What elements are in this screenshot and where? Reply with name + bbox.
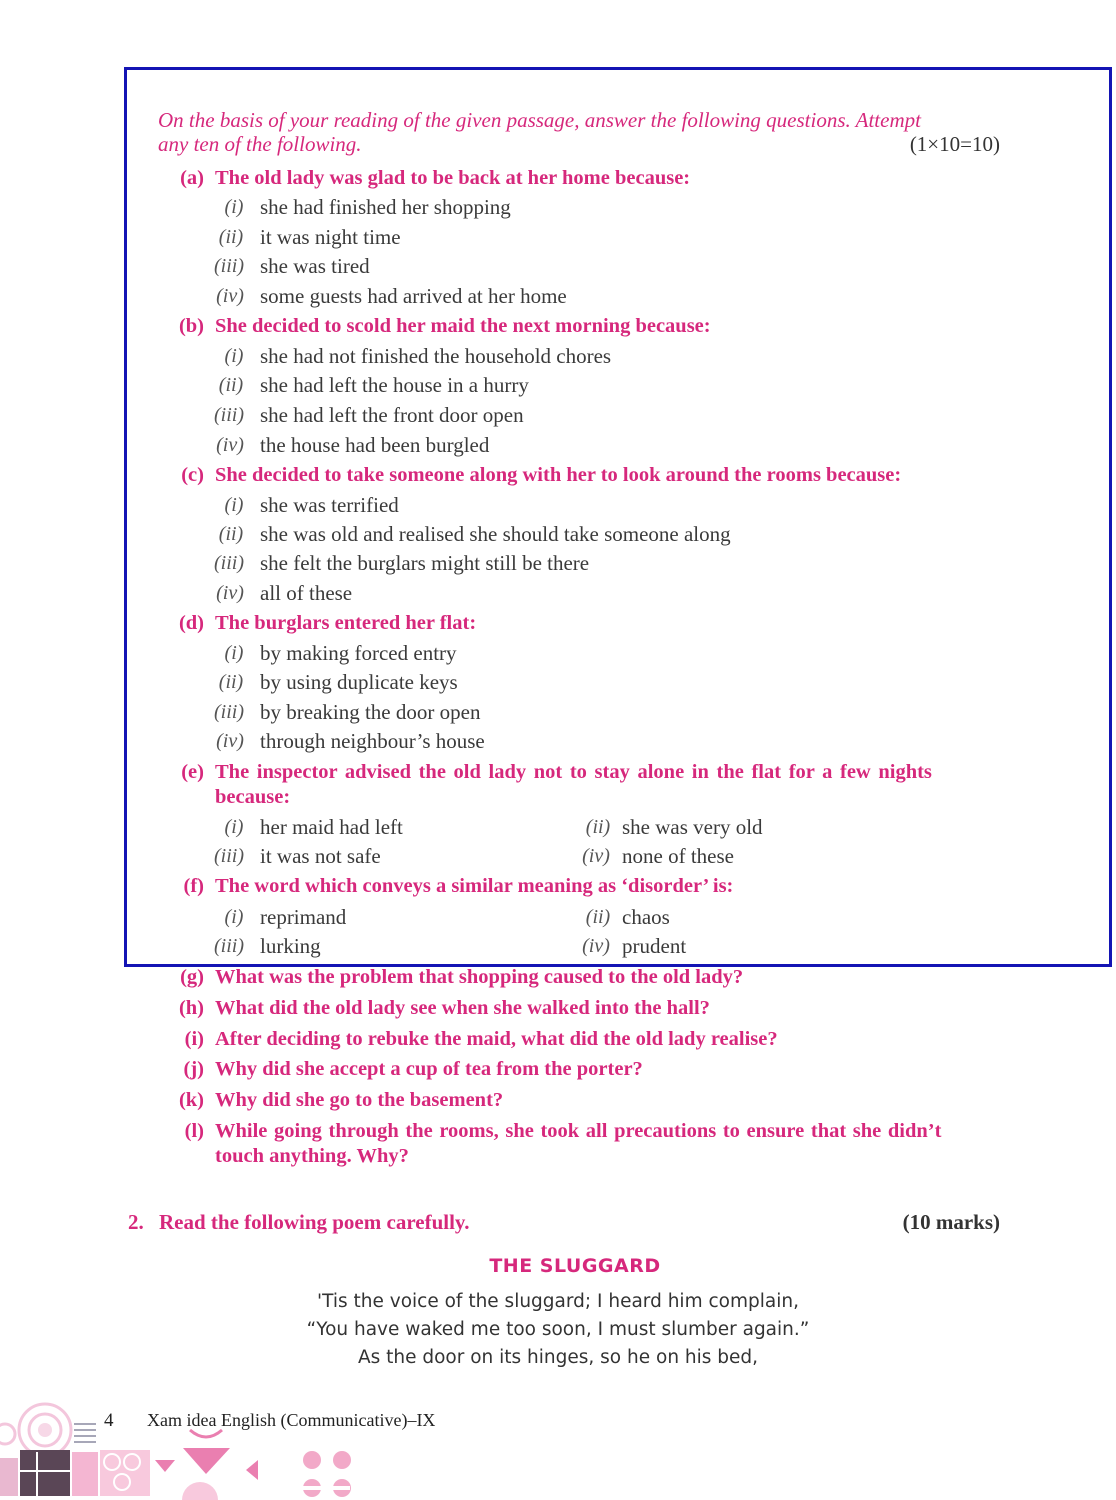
option-label: (iv) bbox=[216, 582, 244, 604]
option-label: (ii) bbox=[218, 226, 244, 248]
question-label: (g) bbox=[180, 966, 204, 988]
poem-line: 'Tis the voice of the sluggard; I heard him complain, bbox=[317, 1291, 799, 1312]
option-label: (iii) bbox=[214, 552, 244, 574]
question-text: What did the old lady see when she walked into the hall? bbox=[215, 997, 710, 1019]
question-text: She decided to scold her maid the next morning because: bbox=[215, 315, 711, 337]
option-text: the house had been burgled bbox=[260, 433, 490, 457]
page-number: 4 bbox=[104, 1410, 114, 1431]
option-text: she was old and realised she should take someone along bbox=[260, 522, 731, 546]
option-text: she had left the house in a hurry bbox=[260, 373, 529, 397]
option-label: (ii) bbox=[585, 906, 611, 928]
option-text: through neighbour’s house bbox=[260, 729, 485, 753]
option-label: (i) bbox=[224, 494, 244, 516]
option-label: (iii) bbox=[214, 701, 244, 723]
option-text: reprimand bbox=[260, 905, 347, 929]
option-text: she had left the front door open bbox=[260, 403, 524, 427]
poem-line: As the door on its hinges, so he on his bed, bbox=[357, 1347, 759, 1368]
option-text: her maid had left bbox=[260, 815, 403, 839]
option-label: (iii) bbox=[214, 845, 244, 867]
question-label: (e) bbox=[181, 761, 204, 783]
option-text: she felt the burglars might still be there bbox=[260, 551, 590, 575]
option-label: (iii) bbox=[214, 255, 244, 277]
option-label: (iii) bbox=[214, 404, 244, 426]
poem-title: THE SLUGGARD bbox=[489, 1255, 661, 1277]
instruction-line-2: any ten of the following. bbox=[158, 132, 362, 156]
question-text: The word which conveys a similar meaning as ‘disorder’ is: bbox=[215, 875, 734, 897]
question-label: (i) bbox=[184, 1028, 204, 1050]
option-text: she was tired bbox=[260, 254, 370, 278]
option-label: (i) bbox=[224, 906, 244, 928]
option-text: chaos bbox=[622, 905, 670, 929]
section-heading: Read the following poem carefully. bbox=[159, 1210, 470, 1234]
footer-ornament-icon bbox=[0, 1400, 360, 1500]
question-text: While going through the rooms, she took all precautions to ensure that she didn’t bbox=[215, 1120, 942, 1142]
option-text: she was very old bbox=[622, 815, 763, 839]
option-text: by breaking the door open bbox=[260, 700, 481, 724]
option-text: it was night time bbox=[260, 225, 401, 249]
question-text: Why did she go to the basement? bbox=[215, 1089, 504, 1111]
option-label: (i) bbox=[224, 642, 244, 664]
option-text: some guests had arrived at her home bbox=[260, 284, 567, 308]
option-label: (i) bbox=[224, 816, 244, 838]
question-text: What was the problem that shopping caused to the old lady? bbox=[215, 966, 744, 988]
question-text: The old lady was glad to be back at her home because: bbox=[215, 167, 691, 189]
option-label: (ii) bbox=[585, 816, 611, 838]
question-text-continued: because: bbox=[215, 786, 291, 808]
option-label: (iii) bbox=[214, 935, 244, 957]
question-label: (k) bbox=[178, 1089, 204, 1111]
option-label: (i) bbox=[224, 196, 244, 218]
option-label: (ii) bbox=[218, 374, 244, 396]
question-text: Why did she accept a cup of tea from the porter? bbox=[215, 1058, 643, 1080]
instruction-line-1: On the basis of your reading of the given passage, answer the following questions. Attempt bbox=[158, 108, 921, 132]
option-label: (ii) bbox=[218, 671, 244, 693]
question-label: (h) bbox=[178, 997, 204, 1019]
question-text: After deciding to rebuke the maid, what did the old lady realise? bbox=[215, 1028, 778, 1050]
question-text-continued: touch anything. Why? bbox=[215, 1145, 409, 1167]
book-title: Xam idea English (Communicative)–IX bbox=[147, 1410, 436, 1430]
section-marks: (10 marks) bbox=[902, 1210, 1000, 1234]
question-text: The inspector advised the old lady not to stay alone in the flat for a few nights bbox=[215, 761, 932, 783]
option-text: it was not safe bbox=[260, 844, 381, 868]
section-number: 2. bbox=[128, 1210, 144, 1234]
question-label: (c) bbox=[181, 464, 204, 486]
question-label: (f) bbox=[183, 875, 204, 897]
option-text: none of these bbox=[622, 844, 734, 868]
question-text: The burglars entered her flat: bbox=[215, 612, 477, 634]
poem-line: “You have waked me too soon, I must slumber again.” bbox=[306, 1319, 810, 1340]
question-label: (j) bbox=[183, 1058, 204, 1080]
option-text: she had not finished the household chores bbox=[260, 344, 612, 368]
option-label: (i) bbox=[224, 345, 244, 367]
option-text: by using duplicate keys bbox=[260, 670, 458, 694]
question-label: (a) bbox=[180, 167, 204, 189]
option-text: she was terrified bbox=[260, 493, 399, 517]
option-label: (iv) bbox=[216, 285, 244, 307]
question-label: (b) bbox=[178, 315, 204, 337]
marks-label: (1×10=10) bbox=[909, 132, 1000, 156]
question-label: (d) bbox=[178, 612, 204, 634]
question-label: (l) bbox=[184, 1120, 204, 1142]
option-text: prudent bbox=[622, 934, 687, 958]
option-label: (iv) bbox=[582, 845, 610, 867]
option-text: all of these bbox=[260, 581, 353, 605]
option-label: (iv) bbox=[216, 434, 244, 456]
option-text: by making forced entry bbox=[260, 641, 457, 665]
option-text: she had finished her shopping bbox=[260, 195, 511, 219]
option-text: lurking bbox=[260, 934, 321, 958]
question-text: She decided to take someone along with her to look around the rooms because: bbox=[215, 464, 902, 486]
option-label: (iv) bbox=[582, 935, 610, 957]
option-label: (ii) bbox=[218, 523, 244, 545]
option-label: (iv) bbox=[216, 730, 244, 752]
